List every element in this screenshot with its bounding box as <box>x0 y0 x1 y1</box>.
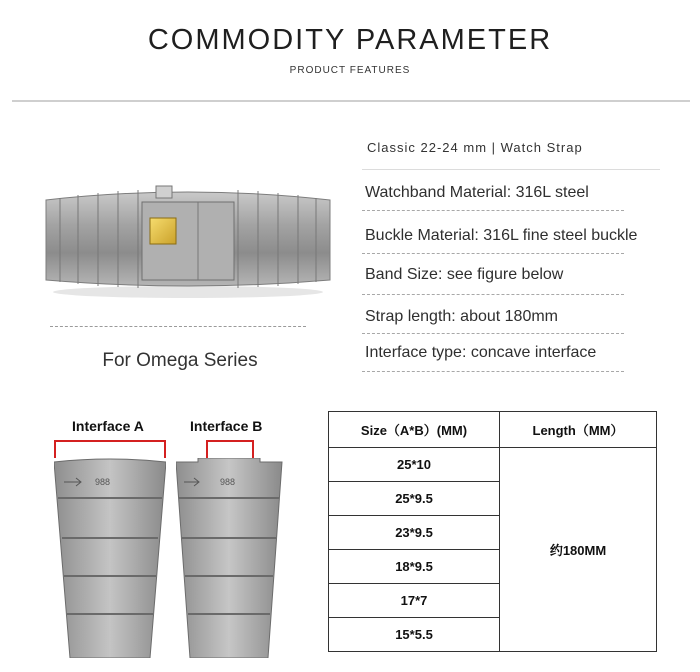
watch-band-image <box>38 182 338 312</box>
spec-divider <box>362 294 624 295</box>
spec-divider <box>362 210 624 211</box>
spec-interface-type: Interface type: concave interface <box>365 344 597 361</box>
interface-b-image <box>176 458 288 658</box>
size-cell: 25*10 <box>329 448 500 482</box>
header-divider <box>12 100 690 102</box>
caption-divider <box>50 326 306 327</box>
page-subtitle: PRODUCT FEATURES <box>289 65 411 76</box>
length-cell: 约180MM <box>500 448 657 652</box>
spec-divider <box>362 333 624 334</box>
table-header-row <box>329 412 657 448</box>
spec-material: Watchband Material: 316L steel <box>365 184 589 201</box>
interface-a-bracket <box>54 440 166 458</box>
size-cell: 17*7 <box>329 584 500 618</box>
size-table <box>328 411 657 652</box>
interface-a-image <box>54 458 166 658</box>
spec-divider <box>362 371 624 372</box>
spec-buckle: Buckle Material: 316L fine steel buckle <box>365 227 638 244</box>
spec-heading: Classic 22-24 mm | Watch Strap <box>367 140 583 155</box>
interface-a-label: Interface A <box>72 418 144 434</box>
spec-divider <box>362 253 624 254</box>
interface-b-bracket <box>206 440 254 458</box>
interface-a-code: 988 <box>95 477 111 487</box>
length-column-header: Length（MM） <box>500 412 657 448</box>
series-caption: For Omega Series <box>102 350 258 371</box>
size-cell: 18*9.5 <box>329 550 500 584</box>
size-column-header: Size（A*B）(MM) <box>329 412 500 448</box>
spec-strap-length: Strap length: about 180mm <box>365 308 559 325</box>
size-cell: 15*5.5 <box>329 618 500 652</box>
spec-heading-divider <box>362 169 660 170</box>
spec-band-size: Band Size: see figure below <box>365 266 564 283</box>
table-row <box>329 448 657 482</box>
size-cell: 23*9.5 <box>329 516 500 550</box>
size-cell: 25*9.5 <box>329 482 500 516</box>
interface-b-label: Interface B <box>190 418 263 434</box>
interface-b-code: 988 <box>220 477 236 487</box>
page-title: COMMODITY PARAMETER <box>147 24 553 56</box>
